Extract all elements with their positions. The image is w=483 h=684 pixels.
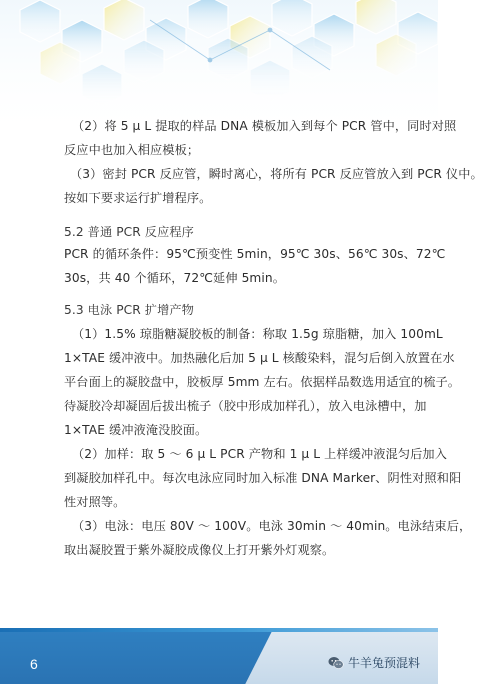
brand-name: 牛羊兔预混料 [348,656,421,670]
paragraph-line: 平台面上的凝胶盘中，胶板厚 5mm 左右。依据样品数选用适宜的梳子。 [64,375,461,389]
paragraph-line: （2）加样：取 5 ～ 6 μ L PCR 产物和 1 μ L 上样缓冲液混匀后加入 [72,447,447,461]
footer-accent-stripe [0,628,438,632]
paragraph-line: （2）将 5 μ L 提取的样品 DNA 模板加入到每个 PCR 管中，同时对照 [72,119,457,133]
paragraph-line: 按如下要求运行扩增程序。 [64,191,212,205]
paragraph-line: 取出凝胶置于紫外凝胶成像仪上打开紫外灯观察。 [64,543,335,557]
paragraph-line: （3）密封 PCR 反应管，瞬时离心，将所有 PCR 反应管放入到 PCR 仪中。 [70,167,483,181]
paragraph-line: 30s，共 40 个循环，72℃延伸 5min。 [64,271,286,285]
paragraph-line: 待凝胶冷却凝固后拔出梳子（胶中形成加样孔），放入电泳槽中，加 [64,399,427,413]
section-heading-5-2: 5.2 普通 PCR 反应程序 [64,225,194,239]
brand-watermark [328,654,420,671]
paragraph-line: 到凝胶加样孔中。每次电泳应同时加入标准 DNA Marker、阴性对照和阳 [64,471,462,485]
paragraph-line: （3）电泳：电压 80V ～ 100V。电泳 30min ～ 40min。电泳结束后， [72,519,472,533]
section-heading-5-3: 5.3 电泳 PCR 扩增产物 [64,303,194,317]
paragraph-line: 性对照等。 [64,495,126,509]
page-number: 6 [30,656,38,672]
paragraph-line: 1×TAE 缓冲液淹没胶面。 [64,423,208,437]
paragraph-line: 1×TAE 缓冲液中。加热融化后加 5 μ L 核酸染料，混匀后倒入放置在水 [64,351,455,365]
paragraph-line: 反应中也加入相应模板； [64,143,200,157]
paragraph-line: PCR 的循环条件：95℃预变性 5min，95℃ 30s、56℃ 30s、72℃ [64,247,446,261]
wechat-icon [328,656,344,670]
paragraph-line: （1）1.5% 琼脂糖凝胶板的制备：称取 1.5g 琼脂糖，加入 100mL [72,327,443,341]
